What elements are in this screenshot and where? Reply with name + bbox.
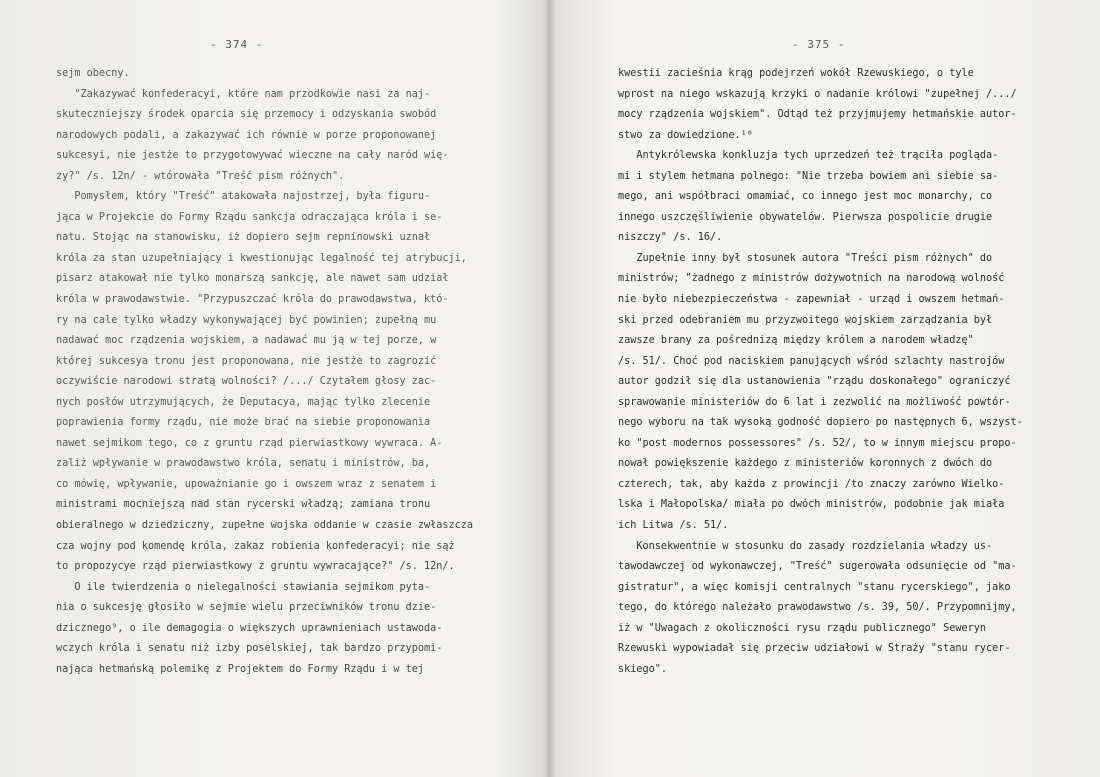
left-page-text <box>56 64 496 680</box>
text-line: lska i Małopolska/ miała po dwóch ministrów, podobnie jak miała <box>618 499 1005 511</box>
text-line: Antykrólewska konkluzja tych uprzedzeń też trąciła poglądа- <box>618 150 999 162</box>
text-line: sprawowanie ministeriów do 6 lat i zezwolić na możliwość powtór- <box>618 396 1011 408</box>
text-line: sukcesyi, nie jestże to przygotowywać wieczne na cały naród wię- <box>56 150 449 162</box>
text-line: skuteczniejszy środek oparcia się przemocy i odzyskania swobód <box>56 109 437 121</box>
text-line: ministrami mocniejszą nad stan rycerski władzą; zamiana tronu <box>56 499 431 511</box>
text-line: tawodawczej od wykonawczej, "Treść" sugerowała odsunięcie od "ma- <box>618 561 1017 573</box>
text-line: nego wyboru na tak wysoką godność dopiero po następnych 6, wszyst- <box>618 417 1023 429</box>
text-line: mi i stylem hetmana polnego: "Nie trzeba bowiem ani siebie sa- <box>618 170 999 182</box>
text-line: natu. Stojąc na stanowisku, iż dopiero sejm repninowski uznał <box>56 232 431 244</box>
text-line: niszczy" /s. 16/. <box>618 232 723 244</box>
text-line: Pomysłem, który "Treść" atakowała najostrzej, była figuru- <box>56 191 431 203</box>
text-line: skiego". <box>618 663 668 675</box>
text-line: króla w prawodawstwie. "Przypuszczać króla do prawodawstwa, któ- <box>56 294 449 306</box>
text-line: tego, do którego należało prawodawstwo /s. 39, 50/. Przypomnijmy, <box>618 602 1017 614</box>
text-line: Konsekwentnie w stosunku do zasady rozdzielania władzy us- <box>618 540 993 552</box>
text-line: nie było niebezpieczeństwa - zapewniał - urząd i owszem hetmań- <box>618 294 1005 306</box>
text-line: oczywiście narodowi stratą wolności? /.../ Czytałem głosy zac- <box>56 376 437 388</box>
text-line: "Zakazywać konfederacyi, które nam przodkowie nasi za naj- <box>56 88 431 100</box>
right-page-text <box>618 64 1064 680</box>
text-line: zaliż wpływanie w prawodawstwo króla, senatu i ministrów, ba, <box>56 458 431 470</box>
text-line: zy?" /s. 12n/ - wtórowała "Treść pism różnych". <box>56 170 345 182</box>
text-line: nych posłów utrzymujących, że Deputacya, mając tylko zlecenie <box>56 396 431 408</box>
text-line: ko "post modernos possessores" /s. 52/, to w innym miejscu propo- <box>618 437 1017 449</box>
text-line: króla za stan uzupełniający i kwestionując legalność tej atrybucji, <box>56 252 467 264</box>
text-line: sejm obecny. <box>56 68 130 79</box>
text-line: obieralnego w dziedziczny, zupełne wojska oddanie w czasie zwłaszcza <box>56 520 474 532</box>
text-line: dzicznego⁹, o ile demagogia o większych uprawnieniach ustawoda- <box>56 622 443 634</box>
text-line: wczych króla i senatu niż izby poselskiej, tak bardzo przypomi- <box>56 643 443 655</box>
text-line: mego, ani współbraci omamiać, co innego jest moc monarchy, co <box>618 191 993 203</box>
text-line: narodowych podali, a zakazywać ich równie w porze proponowanej <box>56 129 437 141</box>
text-line: Rzewuski wypowiadał się przeciw udziałowi w Straży "stanu rycer- <box>618 643 1011 655</box>
text-line: nował powiększenie każdego z ministeriów koronnych z dwóch do <box>618 458 993 470</box>
text-line: mocy rządzenia wojskiem". Odtąd też przyjmujemy hetmańskie autor- <box>618 109 1017 121</box>
text-line: nia o sukcesję głosiło w sejmie wielu przeciwników tronu dzie- <box>56 602 437 614</box>
text-line: autor godził się dla ustanowienia "rządu doskonałego" ograniczyć <box>618 376 1011 388</box>
text-line: pisarz atakował nie tylko monarszą sankcję, ale nawet sam udział <box>56 273 449 285</box>
text-line: ministrów; "żadnego z ministrów dożywotnich na narodową wolność <box>618 273 1005 285</box>
text-line: nająca hetmańską polemikę z Projektem do Formy Rządu i w tej <box>56 663 425 675</box>
text-line: gistratur", a więc komisji centralnych "stanu rycerskiego", jako <box>618 581 1011 593</box>
right-page-number: - 375 - <box>792 38 846 51</box>
text-line: innego uszczęśliwienie obywatelów. Pierwsza pospolicie drugie <box>618 211 993 223</box>
text-line: kwestii zacieśnia krąg podejrzeń wokół Rzewuskiego, o tyle <box>618 68 974 79</box>
text-line: zawsze brany za pośrednizą między królem a narodem władzę" <box>618 335 974 347</box>
text-line: O ile twierdzenia o nielegalności stawiania sejmikom pyta- <box>56 581 431 593</box>
text-line: nawet sejmikom tego, co z gruntu rząd pierwiastkowy wywraca. A- <box>56 437 443 449</box>
text-line: cza wojny pod komendę króla, zakaz robienia konfederacyi; nie sąż <box>56 540 455 552</box>
text-line: ich Litwa /s. 51/. <box>618 520 729 532</box>
text-line: której sukcesya tronu jest proponowana, nie jestże to zagrozić <box>56 355 437 367</box>
text-line: to propozycye rząd pierwiastkowy z gruntu wywracające?" /s. 12n/. <box>56 561 455 573</box>
right-page <box>552 0 1100 777</box>
text-line: wprost na niego wskazują krzyki o nadanie królowi "zupełnej /.../ <box>618 88 1017 100</box>
text-line: co mówię, wpływanie, upoważnianie go i owszem wraz z senatem i <box>56 478 437 490</box>
text-line: ry na cale tylko władzy wykonywającej być powinien; zupełną mu <box>56 314 437 326</box>
text-line: jąca w Projekcie do Formy Rządu sankcja odraczająca króla i se- <box>56 211 443 223</box>
text-line: ski przed odebraniem mu przyzwoitego wojskiem zarządzania był <box>618 314 993 326</box>
text-line: nadawać moc rządzenia wojskiem, a nadawać mu ją w tej porze, w <box>56 335 437 347</box>
left-page-number: - 374 - <box>210 38 264 51</box>
text-line: poprawienia formy rządu, nie może brać na siebie proponowania <box>56 417 431 429</box>
text-line: Zupełnie inny był stosunek autora "Treści pism różnych" do <box>618 252 993 264</box>
text-line: /s. 51/. Choć pod naciskiem panujących wśród szlachty nastrojów <box>618 355 1005 367</box>
text-line: czterech, tak, aby każda z prowincji /to znaczy zarówno Wielko- <box>618 478 1005 490</box>
left-page <box>0 0 548 777</box>
text-line: iż w "Uwagach z okoliczności rysu rządu publicznego" Seweryn <box>618 622 987 634</box>
text-line: stwo za dowiedzione.¹⁰ <box>618 129 753 141</box>
